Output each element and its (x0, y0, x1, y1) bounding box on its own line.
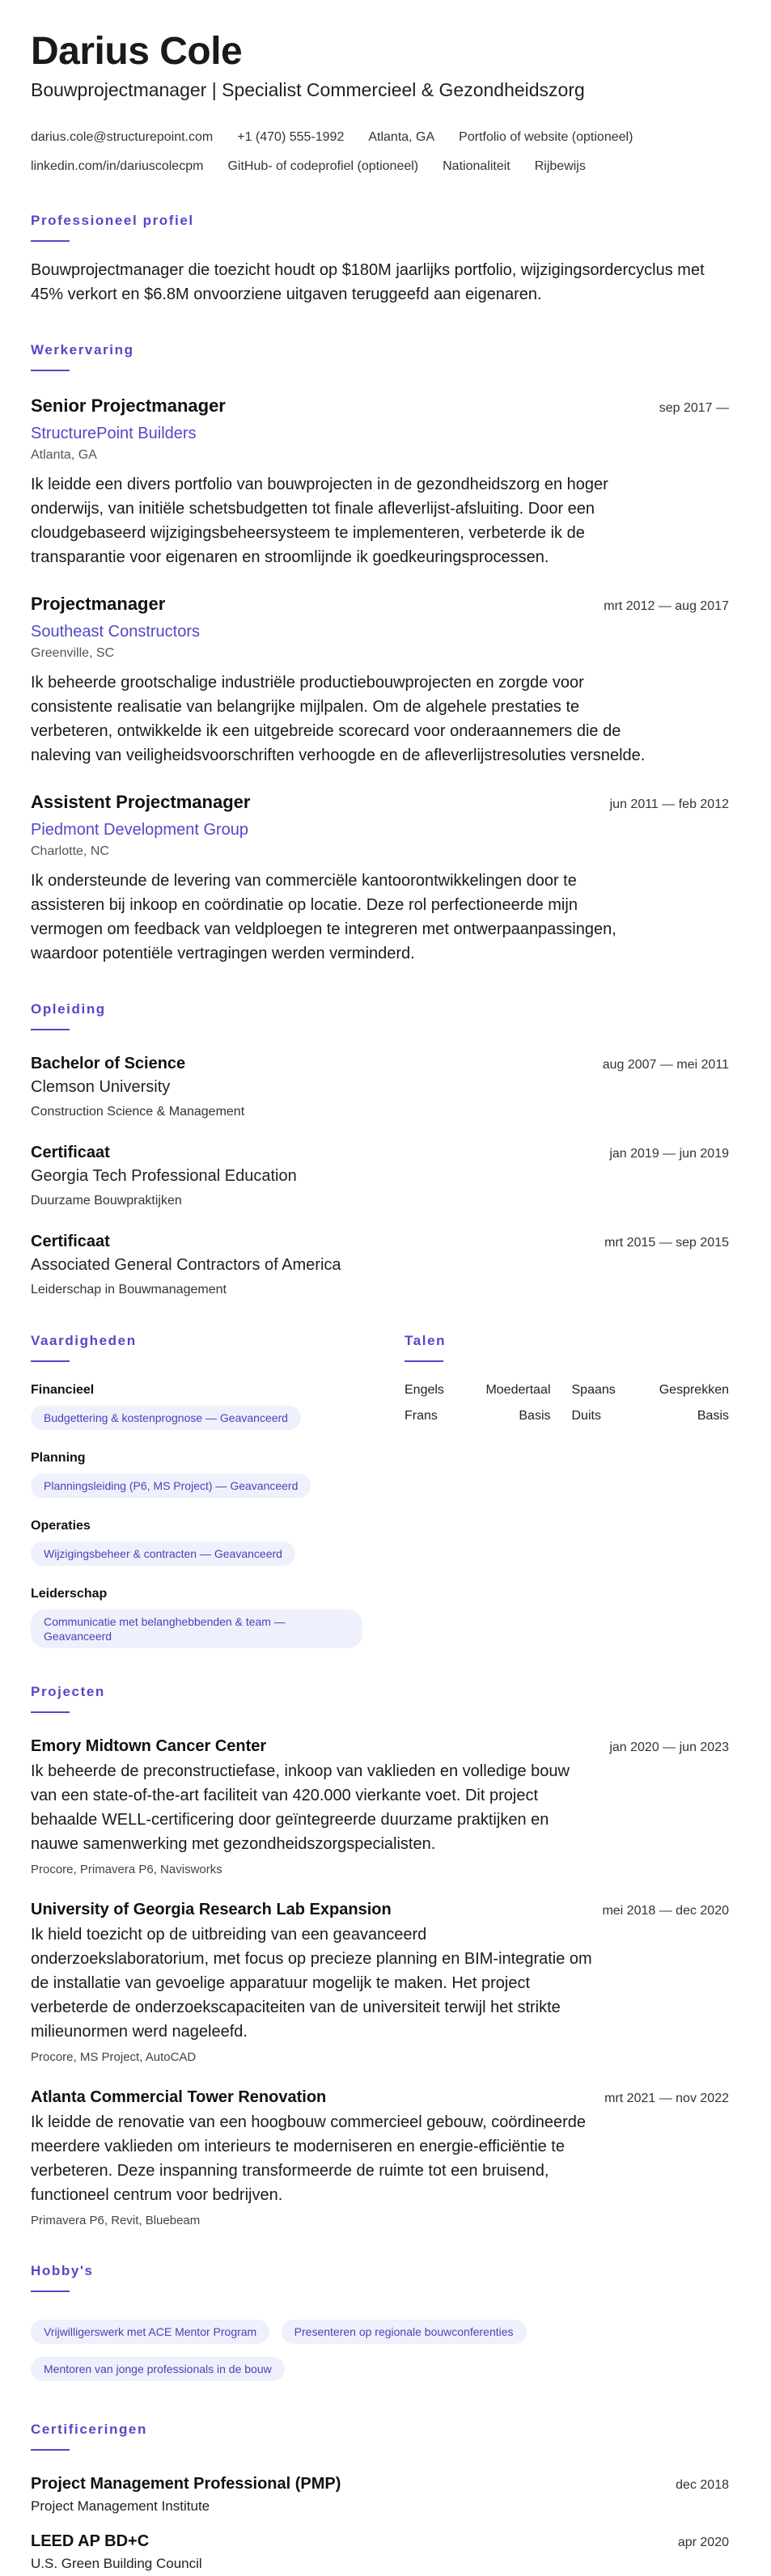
institution: Associated General Contractors of America (31, 1256, 341, 1274)
company-name: StructurePoint Builders (31, 425, 197, 442)
project-date: mrt 2021 — nov 2022 (604, 2092, 729, 2105)
skill-category: Operaties (31, 1519, 91, 1533)
skill-tag: Budgettering & kostenprognose — Geavanceerd (31, 1406, 301, 1430)
language-item (405, 1409, 567, 1423)
contact-drivers-license: Rijbewijs (534, 159, 586, 173)
hobby-tag: Vrijwilligerswerk met ACE Mentor Program (31, 2320, 269, 2344)
project-name: Emory Midtown Cancer Center (31, 1737, 267, 1755)
field-of-study: Leiderschap in Bouwmanagement (31, 1283, 227, 1296)
experience-entry (31, 395, 729, 569)
skill-category: Leiderschap (31, 1587, 108, 1601)
contact-email[interactable]: darius.cole@structurepoint.com (31, 130, 214, 144)
language-name: Spaans (571, 1383, 616, 1397)
skill-group (31, 1383, 362, 1430)
project-tools: Primavera P6, Revit, Bluebeam (31, 2214, 201, 2227)
certification-name: Project Management Professional (PMP) (31, 2475, 341, 2493)
project-entry (31, 1901, 729, 2064)
job-title: Assistent Projectmanager (31, 792, 251, 812)
section-heading: Projecten (31, 1684, 105, 1699)
candidate-name: Darius Cole (31, 30, 243, 73)
language-item (405, 1383, 567, 1398)
language-row (405, 1409, 729, 1423)
education-date: mrt 2015 — sep 2015 (604, 1236, 729, 1250)
education-date: aug 2007 — mei 2011 (602, 1058, 729, 1072)
certification-name: LEED AP BD+C (31, 2532, 150, 2550)
job-title: Senior Projectmanager (31, 395, 226, 416)
section-divider (31, 2449, 70, 2451)
job-location: Greenville, SC (31, 646, 115, 660)
contact-nationality: Nationaliteit (443, 159, 510, 173)
project-name: University of Georgia Research Lab Expansion (31, 1901, 392, 1918)
language-name: Duits (571, 1409, 601, 1423)
education-section (31, 1001, 729, 1297)
language-level: Moedertaal (485, 1383, 551, 1397)
hobby-tag: Presenteren op regionale bouwconferenties (282, 2320, 527, 2344)
field-of-study: Construction Science & Management (31, 1105, 245, 1119)
job-description: Ik leidde een divers portfolio van bouwprojecten in de gezondheidszorg en hoger onderwijs, van initiële schetsbudgetten tot finale afleverlijst-afsluiting. Door een cloudgebaseerd wijzigingsbeheersysteem te implementeren, verbeterde ik de transparantie voor eigenaren en stroomlijnde ik goedkeuringsprocessen. (31, 476, 608, 566)
section-divider (405, 1360, 443, 1362)
skill-group (31, 1519, 362, 1566)
skill-tag: Planningsleiding (P6, MS Project) — Geavanceerd (31, 1474, 311, 1498)
contact-linkedin[interactable]: linkedin.com/in/dariuscolecpm (31, 159, 204, 173)
candidate-title: Bouwprojectmanager | Specialist Commercieel & Gezondheidszorg (31, 79, 585, 100)
section-heading: Hobby's (31, 2263, 94, 2278)
certification-issuer: Project Management Institute (31, 2498, 210, 2514)
profile-text: Bouwprojectmanager die toezicht houdt op $180M jaarlijks portfolio, wijzigingsordercyclus met 45% verkort en $6.8M onvoorziene uitgaven teruggeefd aan eigenaren. (31, 261, 705, 303)
section-divider (31, 240, 70, 242)
skills-section (31, 1333, 362, 1648)
degree: Certificaat (31, 1144, 110, 1161)
language-item (567, 1409, 730, 1423)
certification-entry (31, 2475, 729, 2515)
hobby-list (31, 2312, 729, 2386)
project-entry (31, 1737, 729, 1876)
skill-category: Planning (31, 1451, 86, 1465)
institution: Georgia Tech Professional Education (31, 1167, 297, 1185)
contact-portfolio[interactable]: Portfolio of website (optioneel) (459, 130, 633, 144)
experience-entry (31, 792, 729, 966)
field-of-study: Duurzame Bouwpraktijken (31, 1194, 182, 1208)
section-heading: Werkervaring (31, 342, 134, 357)
skill-group (31, 1587, 362, 1648)
project-description: Ik beheerde de preconstructiefase, inkoop van vaklieden en volledige bouw van een state-of-the-art faciliteit van 420.000 vierkante voet. Dit project behaalde WELL-certificering door geïntegreerde duurzame praktijken en nauwe samenwerking met gezondheidszorgspecialisten. (31, 1762, 570, 1853)
certifications-section (31, 2422, 729, 2572)
job-date: sep 2017 — (659, 401, 729, 415)
language-level: Basis (519, 1409, 551, 1423)
profile-section (31, 213, 729, 307)
section-heading: Vaardigheden (31, 1333, 137, 1348)
project-name: Atlanta Commercial Tower Renovation (31, 2088, 327, 2106)
institution: Clemson University (31, 1078, 171, 1096)
section-divider (31, 1029, 70, 1030)
education-entry (31, 1144, 729, 1208)
company-name: Southeast Constructors (31, 623, 200, 641)
language-item (567, 1383, 730, 1398)
degree: Bachelor of Science (31, 1055, 186, 1072)
job-location: Charlotte, NC (31, 844, 109, 858)
job-date: mrt 2012 — aug 2017 (604, 599, 729, 613)
projects-section (31, 1684, 729, 2227)
skill-group (31, 1451, 362, 1498)
skill-tag: Communicatie met belanghebbenden & team — Geavanceerd (31, 1609, 362, 1648)
project-date: mei 2018 — dec 2020 (602, 1904, 729, 1918)
certification-entry (31, 2532, 729, 2572)
company-name: Piedmont Development Group (31, 821, 249, 839)
contact-location: Atlanta, GA (368, 130, 435, 144)
certification-issuer: U.S. Green Building Council (31, 2556, 202, 2571)
certification-date: dec 2018 (676, 2478, 729, 2492)
section-divider (31, 370, 70, 371)
project-tools: Procore, MS Project, AutoCAD (31, 2050, 197, 2064)
section-heading: Professioneel profiel (31, 213, 194, 228)
skill-tag: Wijzigingsbeheer & contracten — Geavanceerd (31, 1542, 295, 1566)
hobbies-section (31, 2263, 729, 2386)
languages-section (405, 1333, 729, 1648)
job-description: Ik ondersteunde de levering van commerciële kantoorontwikkelingen door te assisteren bij inkoop en coördinatie op locatie. Deze rol perfectioneerde mijn vermogen om feedback van veldploegen te integreren met ontwerpaanpassingen, waardoor potentiële vertragingen werden verminderd. (31, 872, 616, 962)
job-description: Ik beheerde grootschalige industriële productiebouwprojecten en zorgde voor consistente realisatie van belangrijke mijlpalen. Om de algehele prestaties te verbeteren, ontwikkelde ik een uitgebreide scorecard voor onderaannemers die de naleving van veiligheidsvoorschriften verhoogde en de afleverlijstresoluties versnelde. (31, 674, 646, 764)
education-entry (31, 1233, 729, 1297)
language-name: Engels (405, 1383, 444, 1397)
experience-entry (31, 594, 729, 768)
language-row (405, 1383, 729, 1398)
language-level: Gesprekken (659, 1383, 729, 1397)
skill-category: Financieel (31, 1383, 95, 1397)
hobby-tag: Mentoren van jonge professionals in de bouw (31, 2357, 285, 2381)
contact-list (31, 130, 729, 188)
language-name: Frans (405, 1409, 438, 1423)
skills-languages-row (31, 1333, 729, 1648)
section-divider (31, 1360, 70, 1362)
section-heading: Opleiding (31, 1001, 106, 1017)
section-divider (31, 2290, 70, 2292)
project-description: Ik hield toezicht op de uitbreiding van een geavanceerd onderzoekslaboratorium, met focus op precieze planning en BIM-integratie om de installatie van gevoelige apparatuur mogelijk te maken. Het project verbeterde de onderzoekscapaciteiten van de universiteit terwijl het strikte milieunormen werd nageleefd. (31, 1926, 592, 2041)
language-level: Basis (697, 1409, 729, 1423)
degree: Certificaat (31, 1233, 110, 1250)
section-divider (31, 1711, 70, 1713)
project-date: jan 2020 — jun 2023 (609, 1741, 729, 1754)
job-location: Atlanta, GA (31, 448, 97, 462)
education-date: jan 2019 — jun 2019 (609, 1147, 729, 1161)
experience-section (31, 342, 729, 966)
section-heading: Talen (405, 1333, 447, 1348)
section-heading: Certificeringen (31, 2422, 147, 2437)
certification-date: apr 2020 (677, 2536, 729, 2549)
contact-github[interactable]: GitHub- of codeprofiel (optioneel) (227, 159, 419, 173)
contact-phone[interactable]: +1 (470) 555-1992 (237, 130, 345, 144)
project-tools: Procore, Primavera P6, Navisworks (31, 1863, 222, 1876)
job-date: jun 2011 — feb 2012 (609, 797, 729, 811)
resume-header (31, 29, 729, 188)
project-entry (31, 2088, 729, 2227)
project-description: Ik leidde de renovatie van een hoogbouw commercieel gebouw, coördineerde meerdere vaklieden om interieurs te moderniseren en energie-efficiëntie te verbeteren. Deze inspanning transformeerde de ruimte tot een bruisend, functioneel centrum voor bedrijven. (31, 2113, 587, 2204)
job-title: Projectmanager (31, 594, 166, 614)
education-entry (31, 1055, 729, 1119)
